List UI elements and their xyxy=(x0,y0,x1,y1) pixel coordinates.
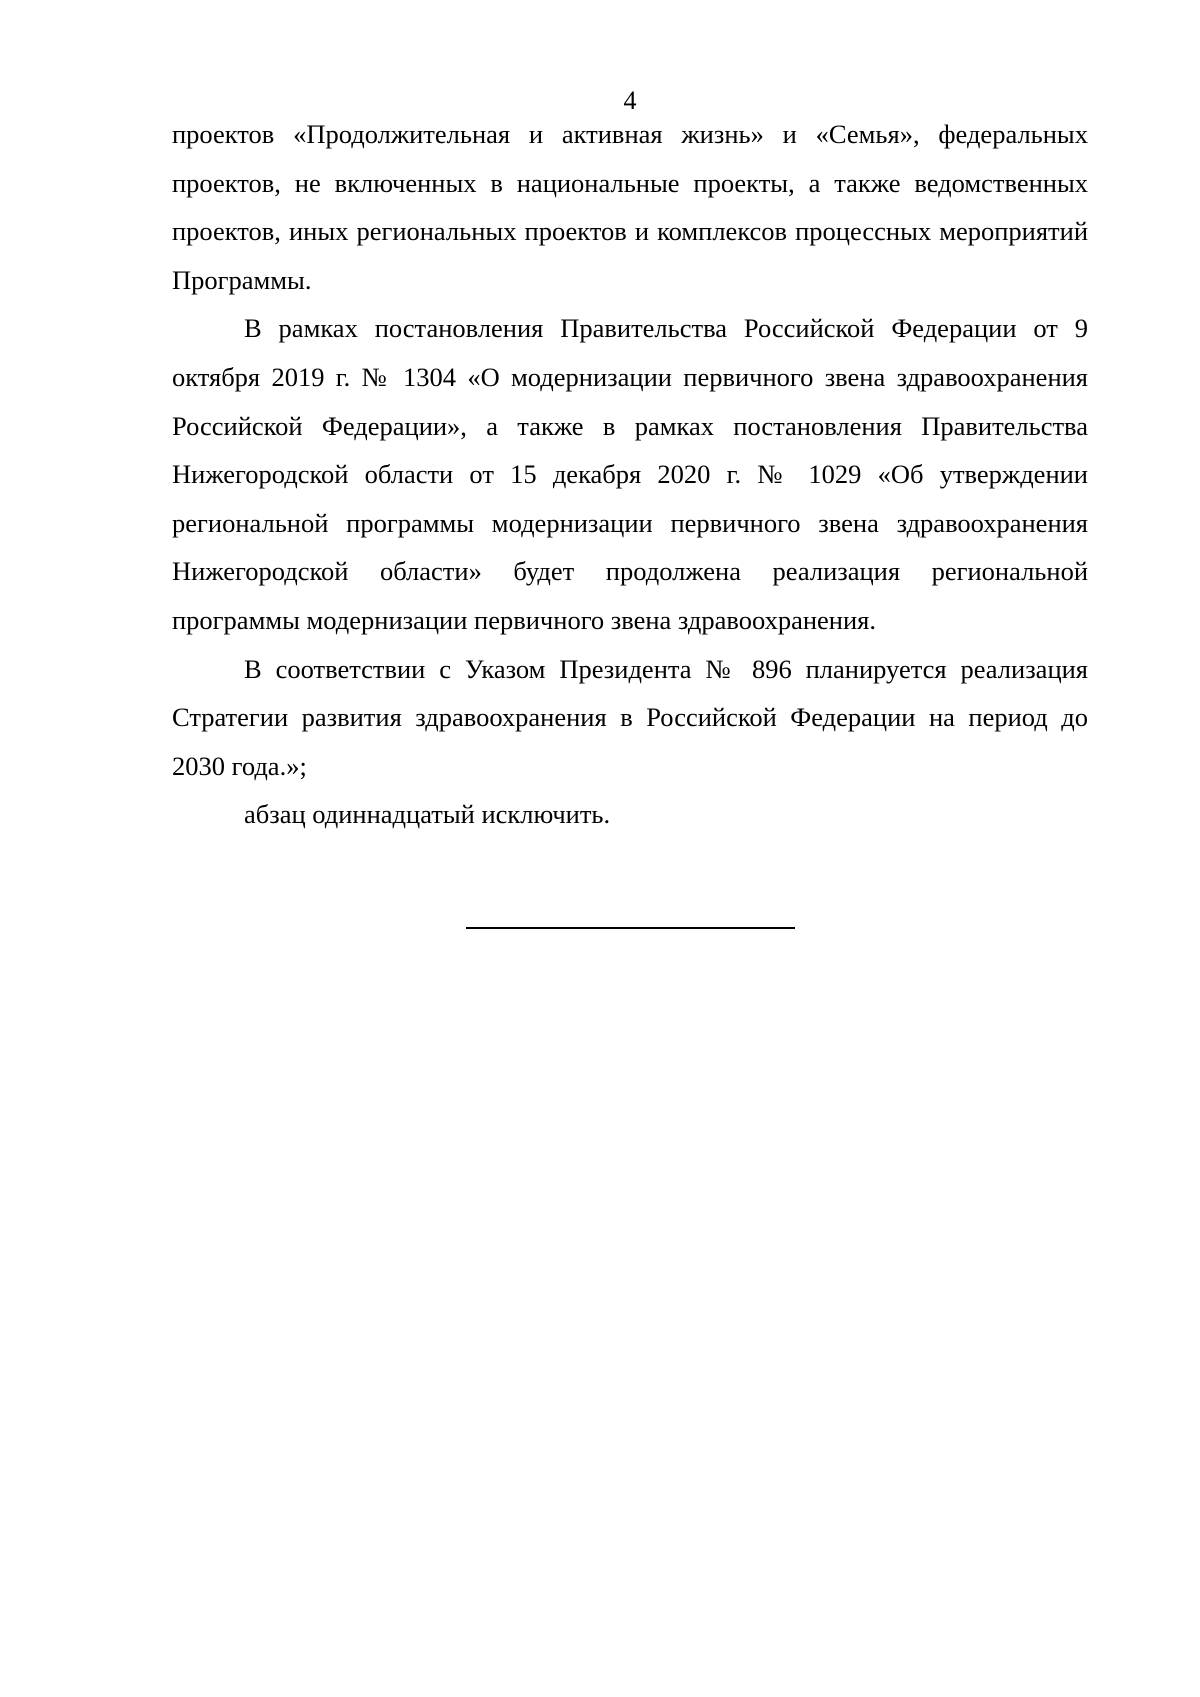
paragraph-modernization-program: В рамках постановления Правительства Российской Федерации от 9 октября 2019 г. № 1304 «О модернизации первичного звена здравоохранения Российской Федерации», а также в рамках постановления Правительства Нижегородской области от 15 декабря 2020 г. № 1029 «Об утверждении региональной программы модернизации первичного звена здравоохранения Нижегородской области» будет продолжена реализация региональной программы модернизации первичного звена здравоохранения. xyxy=(172,313,1088,635)
document-body xyxy=(172,110,1088,839)
paragraph-strategy: В соответствии с Указом Президента № 896 планируется реализация Стратегии развития здравоохранения в Российской Федерации на период до 2030 года.»; xyxy=(172,653,1088,781)
paragraph-exclusion: абзац одиннадцатый исключить. xyxy=(244,799,611,830)
paragraph-continuation: проектов «Продолжительная и активная жизнь» и «Семья», федеральных проектов, не включенных в национальные проекты, а также ведомственных проектов, иных региональных проектов и комплексов процессных мероприятий Программы. xyxy=(172,119,1088,295)
page-number: 4 xyxy=(623,86,637,115)
end-of-document-rule xyxy=(466,927,795,929)
